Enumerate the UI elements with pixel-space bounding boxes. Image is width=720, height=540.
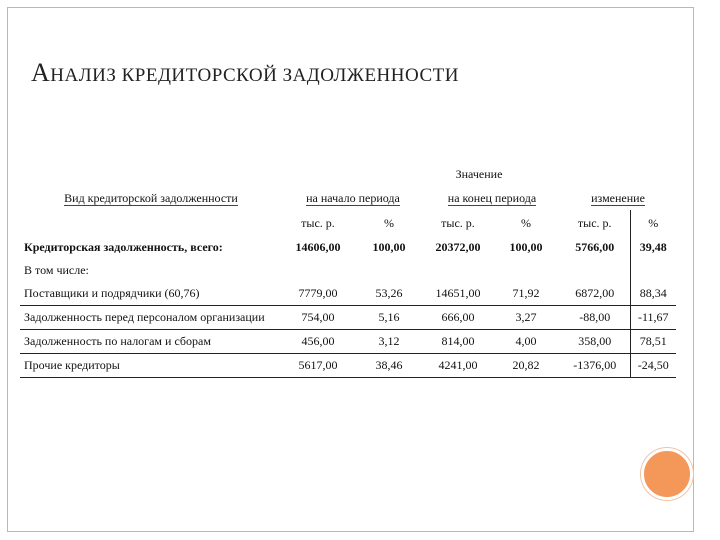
cell-change-value: -88,00: [579, 310, 611, 324]
table-row: [20, 306, 676, 330]
header-type: Вид кредиторской задолженности: [64, 190, 238, 205]
header-change: изменение: [591, 190, 645, 205]
unit-end-percent: %: [521, 215, 531, 230]
row-label: Задолженность по налогам и сборам: [24, 334, 211, 348]
cell-change-percent: -24,50: [630, 354, 676, 378]
cell-end-value: 814,00: [441, 334, 475, 348]
cell-start-percent: 53,26: [375, 286, 403, 300]
cell-change-percent: 78,51: [630, 330, 676, 354]
row-label: Поставщики и подрядчики (60,76): [24, 286, 200, 300]
unit-end-thousand: тыс. р.: [441, 215, 475, 230]
table-row-including: [20, 259, 676, 282]
title-first-letter: А: [31, 58, 51, 87]
row-label: Кредиторская задолженность, всего:: [24, 240, 223, 254]
table-row: [20, 354, 676, 378]
cell-end-value: 20372,00: [435, 240, 481, 254]
cell-end-percent: 100,00: [509, 240, 543, 254]
header-end: на конец периода: [447, 190, 537, 205]
debt-table: [20, 162, 676, 378]
cell-change-percent: 39,48: [630, 236, 676, 259]
cell-start-percent: 5,16: [378, 310, 400, 324]
row-label: В том числе:: [24, 263, 89, 277]
table-row-total: [20, 236, 676, 259]
cell-end-percent: 71,92: [512, 286, 540, 300]
cell-change-value: 358,00: [578, 334, 612, 348]
table-row: [20, 282, 676, 306]
cell-start-value: 5617,00: [298, 358, 338, 372]
title-rest: НАЛИЗ КРЕДИТОРСКОЙ ЗАДОЛЖЕННОСТИ: [50, 65, 459, 86]
decorative-circle: [641, 448, 693, 500]
header-value-group: Значение: [455, 166, 503, 181]
cell-end-value: 14651,00: [435, 286, 481, 300]
unit-start-percent: %: [384, 215, 394, 230]
row-label: Прочие кредиторы: [24, 358, 120, 372]
cell-start-percent: 38,46: [375, 358, 403, 372]
cell-start-value: 14606,00: [295, 240, 341, 254]
cell-end-value: 666,00: [441, 310, 475, 324]
header-start: на начало периода: [306, 190, 400, 205]
cell-change-value: 6872,00: [575, 286, 615, 300]
cell-start-percent: 3,12: [378, 334, 400, 348]
unit-change-percent: %: [630, 210, 676, 236]
cell-change-value: 5766,00: [575, 240, 615, 254]
slide-side-bar: [693, 7, 710, 532]
cell-end-percent: 20,82: [512, 358, 540, 372]
unit-start-thousand: тыс. р.: [301, 215, 335, 230]
cell-start-value: 754,00: [301, 310, 335, 324]
cell-start-value: 7779,00: [298, 286, 338, 300]
cell-change-percent: 88,34: [630, 282, 676, 306]
header-empty-unit: [20, 210, 282, 236]
header-empty: [20, 162, 282, 186]
cell-end-value: 4241,00: [438, 358, 478, 372]
slide-title: [31, 58, 459, 88]
cell-start-value: 456,00: [301, 334, 335, 348]
unit-change-thousand: тыс. р.: [577, 215, 612, 230]
cell-change-percent: -11,67: [630, 306, 676, 330]
cell-change-value: -1376,00: [573, 358, 617, 372]
table-row: [20, 330, 676, 354]
cell-end-percent: 4,00: [515, 334, 537, 348]
row-label: Задолженность перед персоналом организации: [24, 310, 265, 324]
cell-start-percent: 100,00: [372, 240, 406, 254]
cell-end-percent: 3,27: [515, 310, 537, 324]
